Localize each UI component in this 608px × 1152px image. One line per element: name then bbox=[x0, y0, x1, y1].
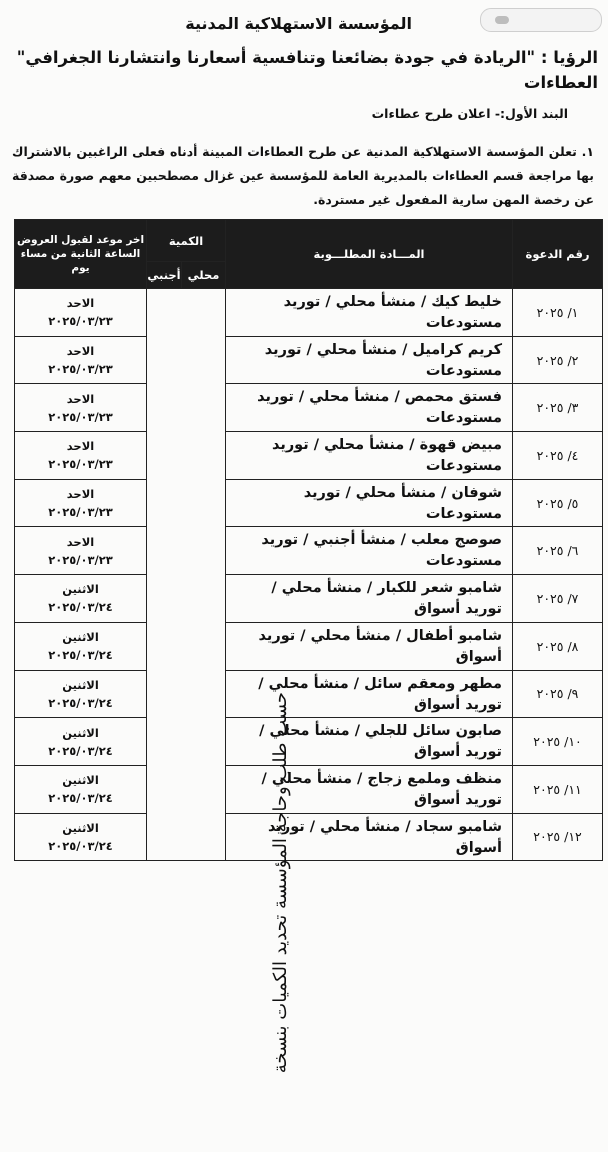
table-row bbox=[15, 384, 603, 432]
deadline-date: ٢٠٢٥/٠٣/٢٣ bbox=[48, 314, 113, 329]
deadline-date: ٢٠٢٥/٠٣/٢٤ bbox=[48, 648, 113, 663]
tenders-table-body bbox=[15, 289, 603, 1074]
deadline-day: الاثنين bbox=[62, 582, 99, 597]
tender-number: ٥/ ٢٠٢٥ bbox=[513, 479, 603, 527]
deadline-cell bbox=[15, 479, 147, 527]
deadline-cell bbox=[15, 527, 147, 575]
tender-item: شوفان / منشأ محلي / توريد مستودعات bbox=[226, 479, 513, 527]
deadline-day: الاحد bbox=[66, 344, 95, 359]
table-row bbox=[15, 622, 603, 670]
deadline-date: ٢٠٢٥/٠٣/٢٤ bbox=[48, 838, 113, 853]
table-row bbox=[15, 575, 603, 623]
deadline-day: الاثنين bbox=[62, 677, 99, 692]
deadline-day: الاثنين bbox=[62, 820, 99, 835]
deadline-day: الاثنين bbox=[62, 630, 99, 645]
tenders-table bbox=[14, 219, 603, 1074]
deadline-day: الاحد bbox=[66, 534, 95, 549]
header-deadline: اخر موعد لقبول العروض الساعة الثانية من مساء يوم bbox=[15, 220, 147, 289]
deadline-day: الاحد bbox=[66, 296, 95, 311]
deadline-cell bbox=[15, 384, 147, 432]
deadline-date: ٢٠٢٥/٠٣/٢٣ bbox=[48, 362, 113, 377]
deadline-date: ٢٠٢٥/٠٣/٢٣ bbox=[48, 409, 113, 424]
deadline-date: ٢٠٢٥/٠٣/٢٤ bbox=[48, 600, 113, 615]
tender-number: ٨/ ٢٠٢٥ bbox=[513, 622, 603, 670]
intro-paragraph: ١. تعلن المؤسسة الاستهلاكية المدنية عن طرح العطاءات المبينة أدناه فعلى الراغبين بالاشتراك بها مراجعة قسم العطاءات بالمديرية العامة للمؤسسة عين غزال مصطحبين معهم صورة مصدقة عن رخصة المهن سارية المفعول غير مستردة. bbox=[12, 144, 594, 207]
tenders-heading: العطاءات bbox=[523, 73, 598, 92]
quantity-merged-cell bbox=[147, 289, 291, 1074]
tender-item: فستق محمص / منشأ محلي / توريد مستودعات bbox=[226, 384, 513, 432]
deadline-cell bbox=[15, 670, 147, 718]
tender-number: ١٢/ ٢٠٢٥ bbox=[513, 813, 603, 861]
tender-item: خليط كيك / منشأ محلي / توريد مستودعات bbox=[226, 289, 513, 337]
tender-item: شامبو أطفال / منشأ محلي / توريد أسواق bbox=[226, 622, 513, 670]
deadline-date: ٢٠٢٥/٠٣/٢٣ bbox=[48, 505, 113, 520]
table-row bbox=[15, 670, 603, 718]
tender-number: ١/ ٢٠٢٥ bbox=[513, 289, 603, 337]
deadline-date: ٢٠٢٥/٠٣/٢٤ bbox=[48, 695, 113, 710]
deadline-cell bbox=[15, 622, 147, 670]
table-row bbox=[15, 765, 603, 813]
tender-number: ١٠/ ٢٠٢٥ bbox=[513, 718, 603, 766]
header-foreign: أجنبي bbox=[147, 262, 182, 289]
deadline-day: الاثنين bbox=[62, 725, 99, 740]
tender-number: ٩/ ٢٠٢٥ bbox=[513, 670, 603, 718]
tender-item: شامبو سجاد / منشأ محلي / توريد أسواق bbox=[226, 813, 513, 861]
header-quantity: الكمية bbox=[147, 220, 226, 262]
tender-number: ٧/ ٢٠٢٥ bbox=[513, 575, 603, 623]
tender-item: مطهر ومعقم سائل / منشأ محلي / توريد أسواق bbox=[226, 670, 513, 718]
table-row bbox=[15, 718, 603, 766]
vision-statement: الرؤيا : "الريادة في جودة بضائعنا وتنافسية أسعارنا وانتشارنا الجغرافي" bbox=[16, 48, 598, 67]
tender-item: صابون سائل للجلي / منشأ محلي / توريد أسواق bbox=[226, 718, 513, 766]
table-row bbox=[15, 432, 603, 480]
deadline-day: الاحد bbox=[66, 487, 95, 502]
table-row bbox=[15, 813, 603, 861]
quantity-note: حسب طلب وحاجة المؤسسة تحديد الكميات بنسخة bbox=[270, 692, 291, 1074]
deadline-cell bbox=[15, 765, 147, 813]
tender-item: شامبو شعر للكبار / منشأ محلي / توريد أسواق bbox=[226, 575, 513, 623]
tender-number: ٣/ ٢٠٢٥ bbox=[513, 384, 603, 432]
scrollbar[interactable] bbox=[480, 8, 602, 32]
table-row bbox=[15, 289, 603, 337]
clause-title: البند الأول:- اعلان طرح عطاءات bbox=[371, 106, 568, 121]
organization-name: المؤسسة الاستهلاكية المدنية bbox=[185, 14, 412, 33]
deadline-cell bbox=[15, 575, 147, 623]
tender-item: منظف وملمع زجاج / منشأ محلي / توريد أسواق bbox=[226, 765, 513, 813]
deadline-date: ٢٠٢٥/٠٣/٢٣ bbox=[48, 552, 113, 567]
deadline-cell bbox=[15, 289, 147, 337]
deadline-cell bbox=[15, 432, 147, 480]
tender-number: ٤/ ٢٠٢٥ bbox=[513, 432, 603, 480]
table-row bbox=[15, 336, 603, 384]
table-row bbox=[15, 527, 603, 575]
deadline-day: الاحد bbox=[66, 391, 95, 406]
header-local: محلي bbox=[182, 262, 226, 289]
deadline-day: الاثنين bbox=[62, 773, 99, 788]
tender-number: ٦/ ٢٠٢٥ bbox=[513, 527, 603, 575]
deadline-cell bbox=[15, 718, 147, 766]
tender-item: مبيض قهوة / منشأ محلي / توريد مستودعات bbox=[226, 432, 513, 480]
header-number: رقم الدعوة bbox=[513, 220, 603, 289]
deadline-date: ٢٠٢٥/٠٣/٢٤ bbox=[48, 791, 113, 806]
table-row bbox=[15, 479, 603, 527]
deadline-date: ٢٠٢٥/٠٣/٢٤ bbox=[48, 743, 113, 758]
scrollbar-thumb[interactable] bbox=[495, 16, 509, 24]
deadline-cell bbox=[15, 813, 147, 861]
tender-number: ١١/ ٢٠٢٥ bbox=[513, 765, 603, 813]
deadline-cell bbox=[15, 336, 147, 384]
tender-item: كريم كراميل / منشأ محلي / توريد مستودعات bbox=[226, 336, 513, 384]
tender-number: ٢/ ٢٠٢٥ bbox=[513, 336, 603, 384]
tender-item: صوصج معلب / منشأ أجنبي / توريد مستودعات bbox=[226, 527, 513, 575]
deadline-day: الاحد bbox=[66, 439, 95, 454]
deadline-date: ٢٠٢٥/٠٣/٢٣ bbox=[48, 457, 113, 472]
header-item: المـــادة المطلـــوبة bbox=[226, 220, 513, 289]
